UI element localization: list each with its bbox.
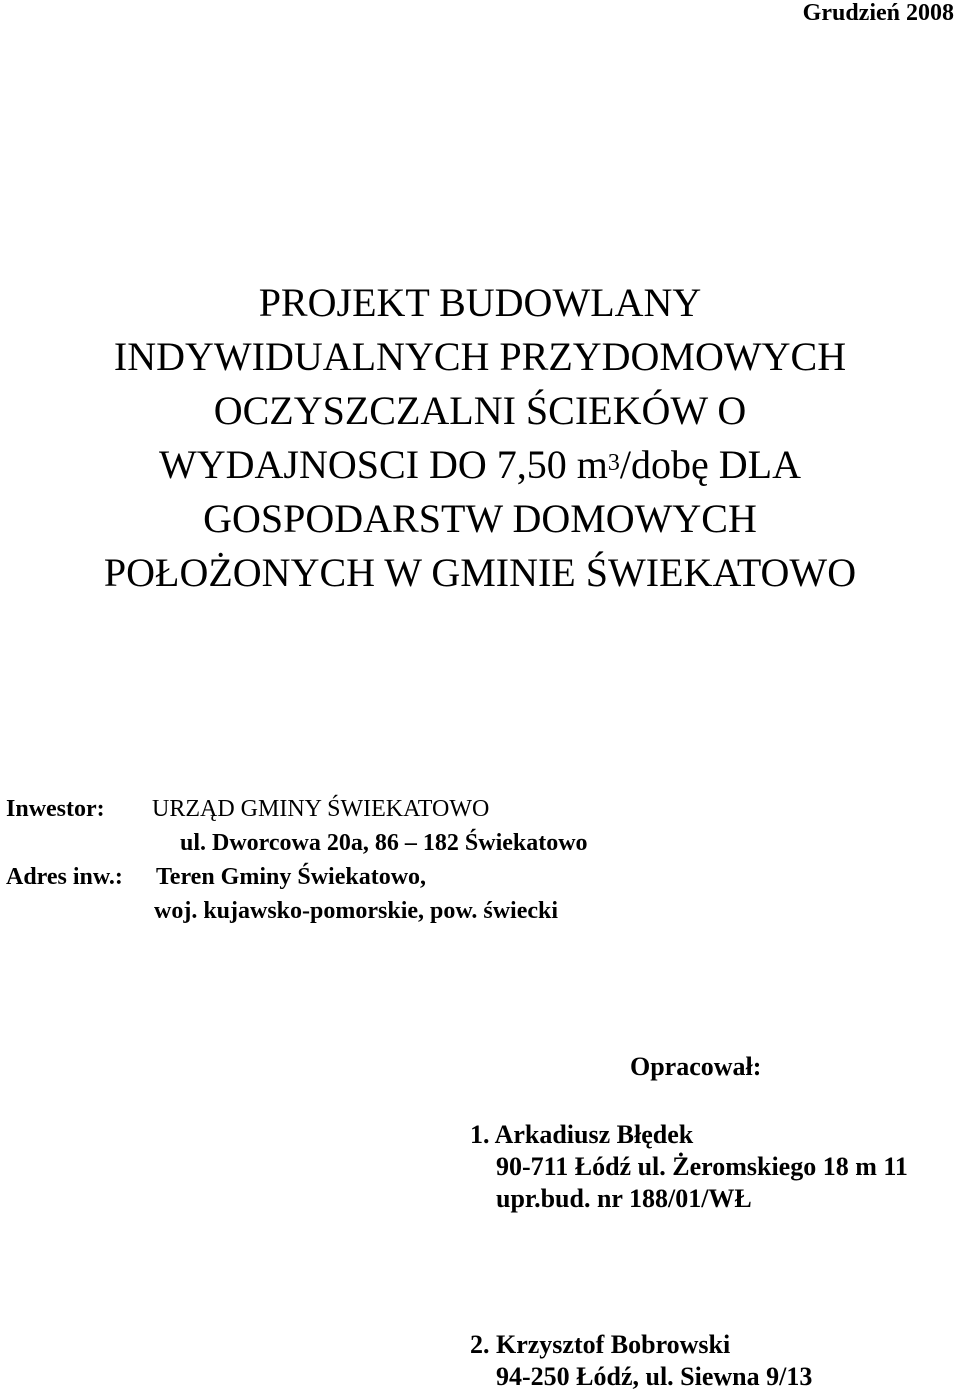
author-1-license: upr.bud. nr 188/01/WŁ xyxy=(496,1184,752,1213)
title-line-3: OCZYSZCZALNI ŚCIEKÓW O xyxy=(213,388,747,433)
author-1-address: 90-711 Łódź ul. Żeromskiego 18 m 11 xyxy=(496,1152,908,1181)
title-line-5: GOSPODARSTW DOMOWYCH xyxy=(203,496,757,541)
title-line-1: PROJEKT BUDOWLANY xyxy=(258,280,702,325)
document-date: Grudzień 2008 xyxy=(802,0,954,26)
cubic-superscript: 3 xyxy=(607,450,620,476)
title-line-4 xyxy=(0,438,960,492)
investment-address-label: Adres inw.: xyxy=(6,864,123,890)
author-2-address: 94-250 Łódź, ul. Siewna 9/13 xyxy=(496,1362,813,1391)
title-line-2: INDYWIDUALNYCH PRZYDOMOWYCH xyxy=(113,334,847,379)
investment-address-line-1: Teren Gminy Świekatowo, xyxy=(156,864,427,890)
author-1-name: 1. Arkadiusz Błędek xyxy=(470,1120,694,1149)
investor-name: URZĄD GMINY ŚWIEKATOWO xyxy=(152,796,490,822)
author-2-name: 2. Krzysztof Bobrowski xyxy=(470,1330,731,1359)
prepared-by-label: Opracował: xyxy=(630,1052,762,1081)
investor-address: ul. Dworcowa 20a, 86 – 182 Świekatowo xyxy=(180,830,588,856)
investment-address-line-2: woj. kujawsko-pomorskie, pow. świecki xyxy=(154,898,559,924)
title-line-4-unit: /dobę DLA xyxy=(619,442,801,487)
title-line-6: POŁOŻONYCH W GMINIE ŚWIEKATOWO xyxy=(103,550,857,595)
title-line-4-text: WYDAJNOSCI DO 7,50 m xyxy=(159,442,608,487)
investor-label: Inwestor: xyxy=(6,796,105,822)
